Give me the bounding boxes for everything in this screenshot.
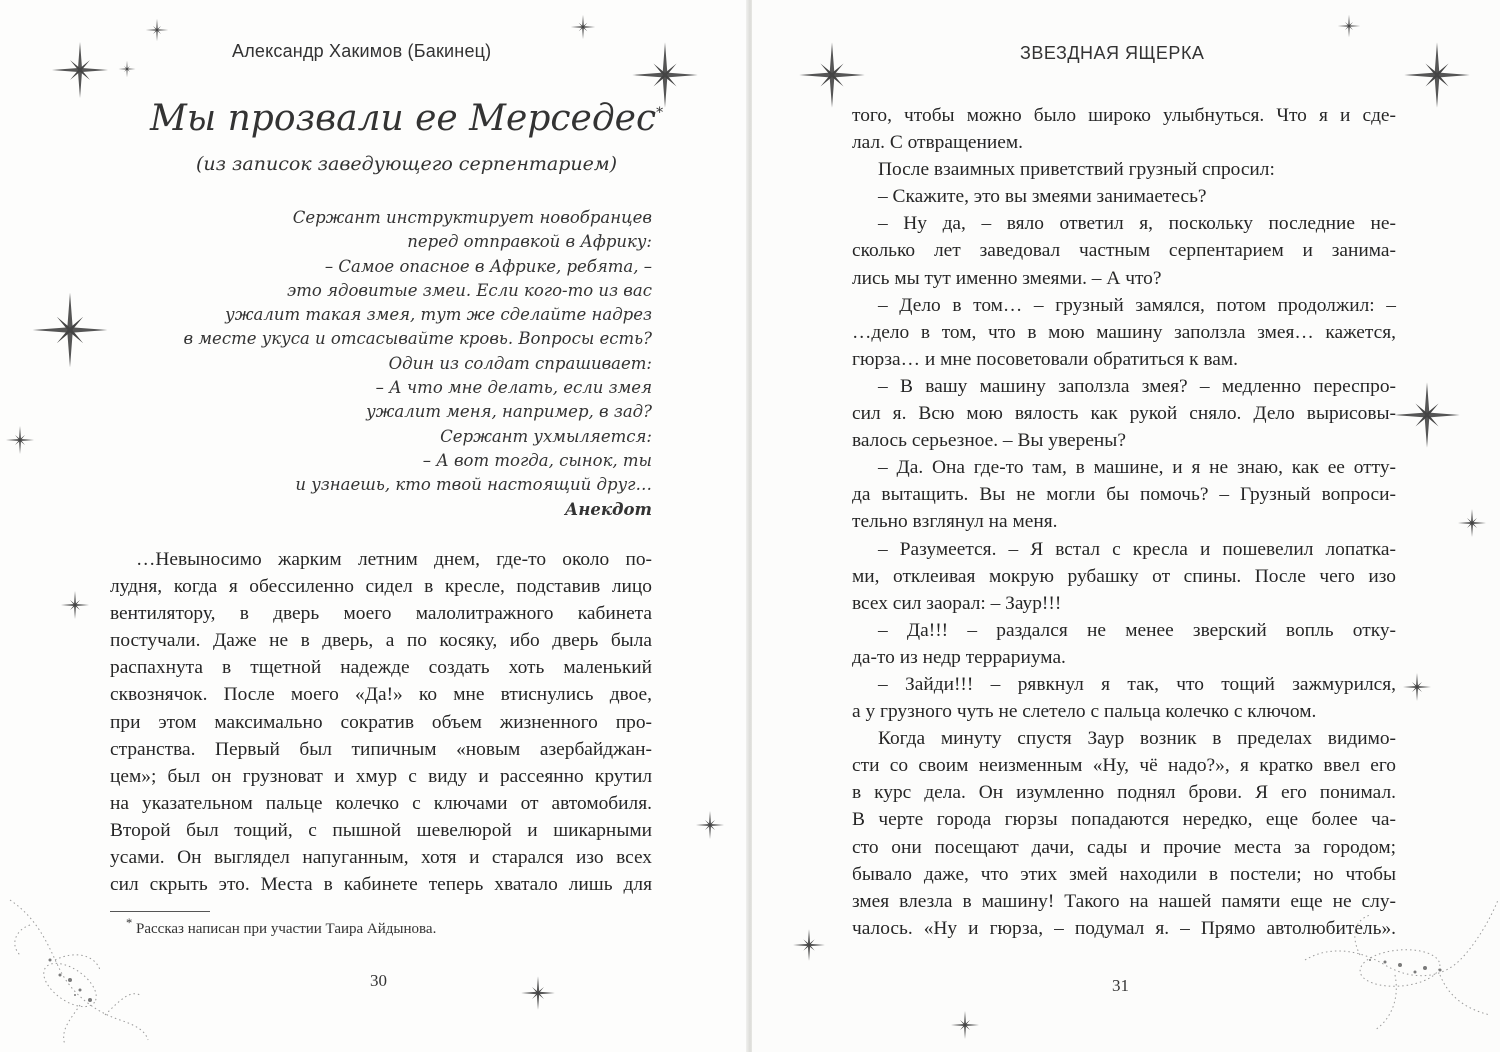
body-line: Когда минуту спустя Заур возник в пределах видимо- (878, 728, 1396, 750)
body-line: – В вашу машину заползла змея? – медленно переспро- (878, 375, 1396, 397)
body-line: цем»; был он грузноват и хмур с виду и рассеянно крутил (110, 765, 652, 787)
epigraph-line: в месте укуса и отсасывайте кровь. Вопросы есть? (183, 329, 652, 349)
body-line: – Дело в том… – грузный замялся, потом продолжил: – (878, 294, 1396, 316)
body-line: …дело в том, что в мою машину заползла змея… кажется, (852, 321, 1396, 343)
running-head-right: ЗВЕЗДНАЯ ЯЩЕРКА (1020, 43, 1205, 63)
sparkle-star-icon (792, 928, 826, 962)
epigraph-line: ужалит такая змея, тут же сделайте надрез (225, 305, 652, 325)
sparkle-star-icon (630, 40, 700, 110)
dotted-lizard-icon (0, 880, 150, 1050)
epigraph (172, 206, 652, 522)
sparkle-star-icon (145, 18, 169, 42)
sparkle-star-icon (520, 975, 556, 1011)
sparkle-star-icon (570, 14, 596, 40)
page-number-right: 31 (1112, 976, 1129, 995)
body-line: лись мы тут именно змеями. – А что? (852, 267, 1162, 289)
body-line: – Зайди!!! – рявкнул я так, что тощий зажмурился, (878, 673, 1396, 695)
epigraph-line: – Самое опасное в Африке, ребята, – (324, 256, 652, 276)
body-line: – Ну да, – вяло ответил я, поскольку последние не- (878, 213, 1396, 235)
body-line: гюрза… и мне посоветовали обратиться к вам. (852, 348, 1238, 370)
body-line: сил я. Всю мою вялость как рукой сняло. Дело вырисовы- (852, 403, 1396, 425)
sparkle-star-icon (695, 810, 725, 840)
story-title-text: Мы прозвали ее Мерседес (150, 98, 657, 139)
title-footnote-mark: * (656, 105, 664, 121)
epigraph-line: Один из солдат спрашивает: (388, 353, 652, 373)
footnote-mark: * (126, 916, 133, 930)
body-line: сто они посещают дачи, сады и прочие места за городом; (852, 836, 1396, 858)
body-line: – Скажите, это вы змеями занимаетесь? (878, 186, 1207, 208)
right-body-text (852, 102, 1396, 942)
page-number-left: 30 (370, 971, 387, 990)
epigraph-line: и узнаешь, кто твой настоящий друг… (295, 475, 652, 495)
sparkle-star-icon (118, 60, 136, 78)
epigraph-line: – А вот тогда, сынок, ты (422, 450, 652, 470)
epigraph-line: Сержант ухмыляется: (440, 426, 652, 446)
body-line: – Да. Она где-то там, в машине, и я не знаю, как ее отту- (878, 457, 1396, 479)
body-line: лал. С отвращением. (852, 132, 1023, 154)
sparkle-star-icon (1402, 672, 1432, 702)
sparkle-star-icon (1457, 508, 1487, 538)
body-line: лудня, когда я обессиленно сидел в кресле, подставив лицо (110, 576, 652, 598)
body-line: усами. Он выглядел напуганным, хотя и старался изо всех (110, 847, 652, 869)
body-line: Второй был тощий, с пышной шевелюрой и шикарными (110, 819, 652, 841)
body-line: вентилятору, в дверь моего малолитражного кабинета (110, 603, 652, 625)
footnote (126, 916, 436, 938)
epigraph-line: Сержант инструктирует новобранцев (292, 208, 652, 227)
body-line: сколько лет заведовал частным серпентарием и занима- (852, 240, 1396, 262)
body-line: сил скрыть это. Места в кабинете теперь хватало лишь для (110, 874, 652, 896)
body-line: – Разумеется. – Я встал с кресла и пошевелил лопатка- (878, 538, 1396, 560)
epigraph-line: ужалит меня, например, в зад? (366, 402, 652, 422)
sparkle-star-icon (50, 40, 110, 100)
body-line: После взаимных приветствий грузный спросил: (878, 159, 1275, 181)
right-page (752, 0, 1500, 1052)
body-line: сквознячок. После моего «Да!» ко мне втиснулись двое, (110, 684, 652, 706)
running-head-left: Александр Хакимов (Бакинец) (232, 41, 492, 61)
body-line: при этом максимально сократив объем жизненного про- (110, 711, 652, 733)
body-line: …Невыносимо жарким летним днем, где-то около по- (136, 549, 652, 570)
body-line: странства. Первый был типичным «новым азербайджан- (110, 738, 652, 760)
body-line: да вытащить. Вы не могли бы помочь? – Грузный вопроси- (852, 484, 1396, 506)
body-line: бывало даже, что этих змей находили в постели; но чтобы (852, 863, 1396, 885)
footnote-text: Рассказ написан при участии Таира Айдынова. (136, 921, 437, 937)
body-line: всех сил заорал: – Заур!!! (852, 592, 1062, 614)
epigraph-line: – А что мне делать, если змея (375, 378, 652, 398)
epigraph-line: это ядовитые змеи. Если кого-то из вас (287, 280, 652, 300)
body-line: в курс дела. Он изумленно поднял брови. Я его понимал. (852, 782, 1396, 804)
body-line: распахнута в тщетной надежде создать хоть маленький (110, 657, 652, 679)
dotted-lizard-icon (1300, 890, 1500, 1050)
sparkle-star-icon (60, 590, 90, 620)
body-line: на указательном пальце колечко с ключами от автомобиля. (110, 792, 652, 814)
left-page (0, 0, 748, 1052)
sparkle-star-icon (950, 1010, 980, 1040)
body-line: ми, отклеивая мокрую рубашку от спины. После чего изо (852, 565, 1396, 587)
body-line: чалось. «Ну и гюрза, – подумал я. – Прямо автолюбитель». (852, 917, 1396, 939)
story-title (150, 98, 664, 139)
story-subtitle: (из записок заведующего серпентарием) (196, 153, 618, 175)
sparkle-star-icon (1337, 14, 1361, 38)
body-line: а у грузного чуть не слетело с пальца колечко с ключом. (852, 701, 1317, 723)
body-line: да-то из недр террариума. (852, 646, 1066, 668)
body-line: валось серьезное. – Вы уверены? (852, 430, 1126, 452)
sparkle-star-icon (1402, 40, 1472, 110)
epigraph-line: перед отправкой в Африку: (407, 232, 652, 252)
body-line: змея влезла в машину! Такого на нашей памяти еще не слу- (852, 890, 1396, 912)
body-line: – Да!!! – раздался не менее зверский вопль отку- (878, 619, 1396, 641)
epigraph-source: Анекдот (564, 499, 652, 519)
left-body-text (110, 546, 652, 898)
body-line: В черте города гюрзы попадаются нередко, еще более ча- (852, 809, 1396, 831)
sparkle-star-icon (30, 290, 110, 370)
body-line: того, чтобы можно было широко улыбнуться. Что я и сде- (852, 105, 1396, 126)
sparkle-star-icon (797, 40, 867, 110)
body-line: тельно взглянул на меня. (852, 511, 1058, 533)
sparkle-star-icon (1392, 380, 1462, 450)
sparkle-star-icon (5, 425, 35, 455)
body-line: постучали. Даже не в дверь, а по косяку, ибо дверь была (110, 630, 652, 652)
body-line: сти со своим неизменным «Ну, чё надо?», я кратко ввел его (852, 755, 1396, 777)
